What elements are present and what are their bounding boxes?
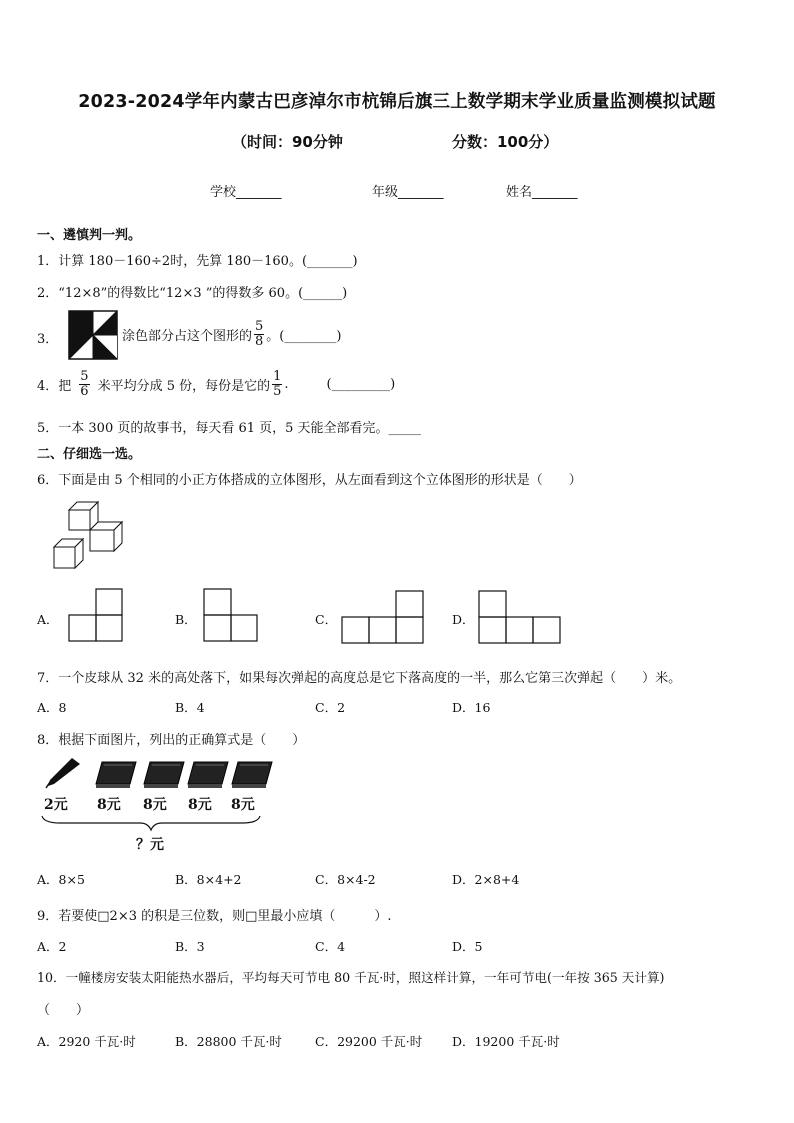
- shaded-square-figure: [68, 310, 118, 360]
- question-3-text: 涂色部分占这个图形的: [122, 329, 253, 344]
- q7-option-d[interactable]: D．16: [452, 700, 491, 715]
- question-7: 7．一个皮球从 32 米的高处落下，如果每次弹起的高度总是它下落高度的一半，那么它第三次弹起（ ）米。: [37, 671, 682, 686]
- question-10-paren: （ ）: [37, 1003, 90, 1018]
- exam-score: 分数：100分）: [452, 133, 559, 151]
- price-notebook-4: 8元: [231, 797, 255, 813]
- question-10: 10．一幢楼房安装太阳能热水器后，平均每天可节电 80 千瓦·时，照这样计算，一年可节电(一年按 365 天计算): [37, 970, 665, 985]
- q8-option-d[interactable]: D．2×8+4: [452, 872, 520, 887]
- notebook-icon-2: [142, 760, 186, 790]
- fraction-1-5: [272, 370, 282, 399]
- pen-icon: [42, 756, 84, 790]
- fraction-5-8: [254, 320, 264, 349]
- school-field[interactable]: 学校_______: [210, 185, 282, 200]
- question-2: 2．“12×8”的得数比“12×3 ”的得数多 60。(______): [37, 286, 348, 301]
- q8-option-c[interactable]: C．8×4-2: [315, 872, 376, 887]
- q6-option-b[interactable]: B．: [175, 612, 197, 627]
- q9-option-c[interactable]: C．4: [315, 939, 346, 954]
- question-9: 9．若要使□2×3 的积是三位数，则□里最小应填（ ）.: [37, 909, 392, 924]
- q6-option-b-shape: [203, 588, 259, 642]
- fraction-denominator: 8: [255, 334, 264, 349]
- question-4-blank: (_________): [326, 377, 396, 392]
- grade-field[interactable]: 年级_______: [372, 185, 444, 200]
- question-4-end: .: [284, 377, 289, 392]
- q10-option-c[interactable]: C．29200 千瓦·时: [315, 1034, 423, 1049]
- q6-option-c[interactable]: C．: [315, 612, 338, 627]
- question-5: 5．一本 300 页的故事书，每天看 61 页，5 天能全部看完。_____: [37, 421, 422, 436]
- q9-option-b[interactable]: B．3: [175, 939, 205, 954]
- q7-option-c[interactable]: C．2: [315, 700, 346, 715]
- q7-option-b[interactable]: B．4: [175, 700, 205, 715]
- question-3-blank: 。(________): [266, 329, 342, 344]
- question-3: [122, 320, 341, 349]
- price-pen: 2元: [44, 797, 68, 813]
- q9-option-a[interactable]: A．2: [37, 939, 67, 954]
- question-4: [37, 370, 395, 399]
- q9-option-d[interactable]: D．5: [452, 939, 483, 954]
- q6-option-c-shape: [341, 590, 425, 644]
- exam-time: （时间：90分钟: [232, 133, 343, 151]
- total-brace: [40, 814, 262, 832]
- fraction-denominator: 5: [273, 384, 282, 399]
- fraction-numerator: 5: [255, 319, 264, 334]
- price-notebook-3: 8元: [188, 797, 212, 813]
- notebook-icon-4: [230, 760, 274, 790]
- q8-option-b[interactable]: B．8×4+2: [175, 872, 242, 887]
- q10-option-a[interactable]: A．2920 千瓦·时: [37, 1034, 136, 1049]
- q10-option-b[interactable]: B．28800 千瓦·时: [175, 1034, 282, 1049]
- cube-stack-figure: [52, 500, 124, 572]
- q6-option-d[interactable]: D．: [452, 612, 475, 627]
- question-4-prefix: 4．把: [37, 379, 72, 394]
- notebook-icon-3: [186, 760, 230, 790]
- q6-option-a[interactable]: A．: [37, 612, 59, 627]
- section-1-heading: 一、遴慎判一判。: [37, 228, 142, 243]
- price-notebook-1: 8元: [97, 797, 121, 813]
- fraction-5-6: [79, 370, 89, 399]
- fraction-denominator: 6: [80, 384, 89, 399]
- q8-option-a[interactable]: A．8×5: [37, 872, 85, 887]
- question-4-mid: 米平均分成 5 份，每份是它的: [97, 379, 271, 394]
- question-6: 6．下面是由 5 个相同的小正方体搭成的立体图形，从左面看到这个立体图形的形状是（ ）: [37, 473, 582, 488]
- q7-option-a[interactable]: A．8: [37, 700, 67, 715]
- fraction-numerator: 1: [273, 369, 282, 384]
- notebook-icon-1: [94, 760, 138, 790]
- question-1: 1．计算 180－160÷2时，先算 180－160。(_______): [37, 254, 358, 269]
- name-field[interactable]: 姓名_______: [506, 185, 578, 200]
- q6-option-d-shape: [478, 590, 562, 644]
- q6-option-a-shape: [68, 588, 124, 642]
- fraction-numerator: 5: [80, 369, 89, 384]
- price-notebook-2: 8元: [143, 797, 167, 813]
- question-8: 8．根据下面图片，列出的正确算式是（ ）: [37, 733, 306, 748]
- q10-option-d[interactable]: D．19200 千瓦·时: [452, 1034, 560, 1049]
- page-title: 2023-2024学年内蒙古巴彦淖尔市杭锦后旗三上数学期末学业质量监测模拟试题: [78, 92, 716, 112]
- total-price-label: ？元: [136, 837, 164, 853]
- section-2-heading: 二、仔细选一选。: [37, 447, 142, 462]
- question-3-number: 3．: [37, 332, 59, 347]
